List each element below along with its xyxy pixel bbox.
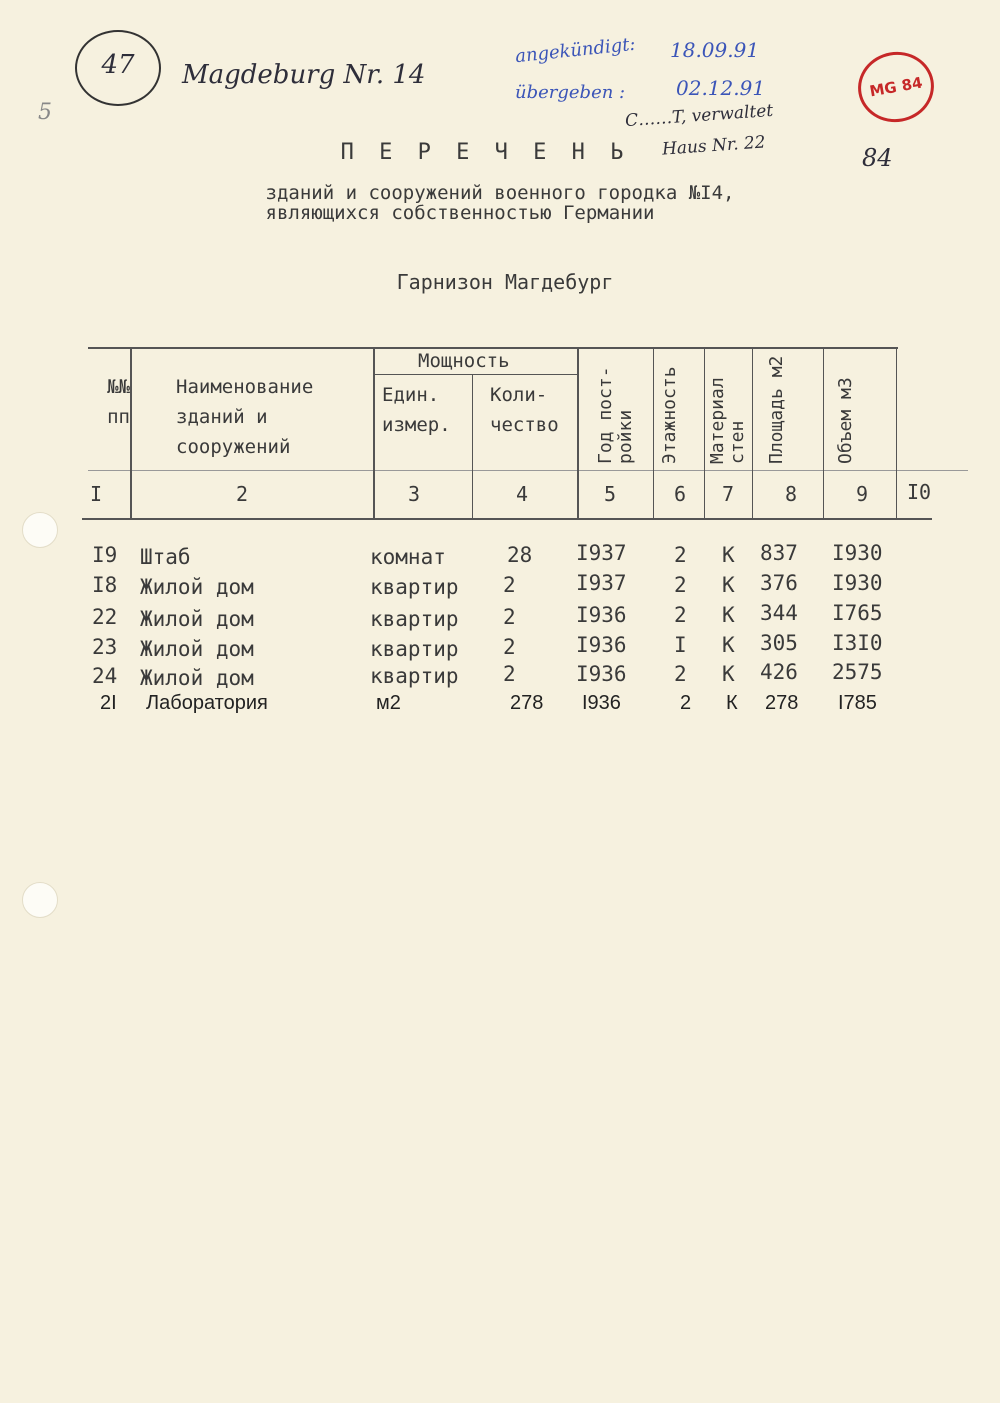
row-floors: 2 — [674, 573, 687, 597]
col-divider-4 — [577, 347, 579, 519]
punch-hole-bottom — [22, 882, 58, 918]
header-floors: Этажность — [659, 366, 680, 464]
row-num: 23 — [92, 635, 118, 659]
col-divider-9 — [896, 347, 897, 519]
header-num-line1: №№ — [107, 376, 130, 398]
row-year: I936 — [576, 662, 627, 686]
row-material: К — [722, 662, 735, 686]
announced-date: 18.09.91 — [670, 38, 760, 62]
row-area: 376 — [760, 571, 798, 595]
header-num — [90, 372, 130, 432]
row-material: К — [726, 692, 738, 714]
column-number-1: I — [90, 482, 103, 506]
header-quantity-line2: чество — [490, 414, 559, 436]
row-material: К — [722, 573, 735, 597]
row-floors: I — [674, 633, 687, 657]
row-floors: 2 — [680, 692, 692, 714]
row-year: I936 — [582, 692, 621, 714]
row-name: Жилой дом — [140, 575, 254, 599]
row-unit: м2 — [376, 692, 401, 714]
column-number-6: 6 — [674, 482, 687, 506]
row-name: Лаборатория — [146, 692, 268, 714]
row-name: Жилой дом — [140, 637, 254, 661]
row-unit: квартир — [370, 637, 459, 661]
row-year: I936 — [576, 603, 627, 627]
col-divider-6 — [704, 347, 705, 519]
row-qty: 2 — [503, 605, 516, 629]
col-divider-8 — [823, 347, 824, 519]
row-unit: квартир — [370, 607, 459, 631]
row-floors: 2 — [674, 662, 687, 686]
row-num: I9 — [92, 543, 118, 567]
header-name-line3: сооружений — [176, 436, 291, 458]
header-unit-line1: Един. — [382, 384, 440, 406]
header-quantity — [490, 380, 559, 440]
note-line-1: C……T, verwaltet — [624, 100, 774, 132]
col-divider-5 — [653, 347, 654, 519]
column-number-7: 7 — [722, 482, 735, 506]
row-num: 2I — [100, 692, 117, 714]
row-name: Жилой дом — [140, 666, 254, 690]
header-unit-line2: измер. — [382, 414, 451, 436]
row-floors: 2 — [674, 543, 687, 567]
header-name-line1: Наименование — [176, 376, 314, 398]
column-number-8: 8 — [785, 482, 798, 506]
column-number-2: 2 — [236, 482, 249, 506]
archive-stamp: MG 84 — [852, 46, 939, 128]
row-name: Жилой дом — [140, 607, 254, 631]
row-volume: I930 — [832, 571, 883, 595]
circled-number-text: 47 — [101, 50, 135, 80]
row-floors: 2 — [674, 603, 687, 627]
column-number-9: 9 — [856, 482, 869, 506]
row-volume: I785 — [838, 692, 877, 714]
row-area: 426 — [760, 660, 798, 684]
row-area: 344 — [760, 601, 798, 625]
handed-over-label: übergeben : — [515, 82, 626, 103]
col-divider-1 — [130, 347, 132, 519]
column-number-10: I0 — [907, 480, 932, 504]
garrison-name: Гарнизон Магдебург — [396, 270, 614, 294]
row-unit: квартир — [370, 575, 459, 599]
header-unit — [382, 380, 451, 440]
row-qty: 28 — [507, 543, 533, 567]
row-material: К — [722, 543, 735, 567]
column-number-5: 5 — [604, 482, 617, 506]
row-qty: 2 — [503, 573, 516, 597]
row-material: К — [722, 603, 735, 627]
document-subtitle-line2: являющихся собственностью Германии — [265, 202, 655, 224]
row-num: 24 — [92, 664, 118, 688]
header-area: Площадь м2 — [766, 355, 787, 464]
numbers-rule — [82, 518, 932, 520]
row-area: 837 — [760, 541, 798, 565]
row-volume: I930 — [832, 541, 883, 565]
header-material: Материал стен — [707, 377, 748, 464]
handwritten-title: Magdeburg Nr. 14 — [182, 60, 426, 90]
row-material: К — [722, 633, 735, 657]
punch-hole-top — [22, 512, 58, 548]
header-volume: Объем м3 — [835, 377, 856, 464]
column-number-3: 3 — [408, 482, 421, 506]
header-quantity-line1: Коли- — [490, 384, 548, 406]
announced-label: angekündigt: — [514, 33, 637, 68]
note-line-2: Haus Nr. 22 — [661, 132, 767, 160]
header-capacity: Мощность — [418, 350, 510, 372]
header-name — [176, 372, 313, 462]
row-unit: комнат — [370, 545, 446, 569]
row-year: I937 — [576, 571, 627, 595]
row-qty: 2 — [503, 635, 516, 659]
col-divider-3 — [472, 375, 473, 519]
row-year: I937 — [576, 541, 627, 565]
document-heading: П Е Р Е Ч Е Н Ь — [340, 140, 630, 165]
row-area: 305 — [760, 631, 798, 655]
row-volume: I3I0 — [832, 631, 883, 655]
handed-over-date: 02.12.91 — [676, 76, 766, 100]
col-divider-2 — [373, 347, 375, 519]
header-name-line2: зданий и — [176, 406, 268, 428]
row-num: 22 — [92, 605, 118, 629]
row-volume: I765 — [832, 601, 883, 625]
col-divider-7 — [752, 347, 753, 519]
row-qty: 278 — [510, 692, 544, 714]
margin-mark: 5 — [38, 100, 52, 125]
header-year: Год пост-ройки — [595, 366, 636, 464]
circled-page-number — [75, 30, 161, 106]
row-area: 278 — [765, 692, 799, 714]
row-qty: 2 — [503, 662, 516, 686]
document-subtitle-line1: зданий и сооружений военного городка №I4, — [265, 182, 735, 204]
row-unit: квартир — [370, 664, 459, 688]
header-num-line2: пп — [107, 406, 130, 428]
row-name: Штаб — [140, 545, 191, 569]
header-rule — [88, 470, 968, 471]
row-volume: 2575 — [832, 660, 883, 684]
row-year: I936 — [576, 633, 627, 657]
page-number: 84 — [862, 144, 893, 172]
row-num: I8 — [92, 573, 118, 597]
column-number-4: 4 — [516, 482, 529, 506]
